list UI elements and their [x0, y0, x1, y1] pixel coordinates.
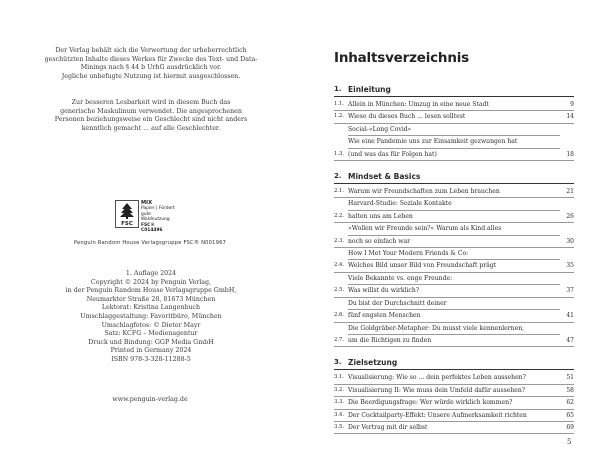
- table-of-contents: [334, 85, 574, 445]
- fsc-line-1: Papier | Fördert: [141, 206, 175, 212]
- toc-entry[interactable]: [334, 124, 574, 161]
- toc-entry-title-line: Welches Bild unser Bild von Freundschaft prägt: [348, 259, 560, 271]
- toc-entry-title: [348, 372, 560, 383]
- toc-entry-page: 58: [566, 386, 574, 394]
- toc-entry-number: 3.4.: [334, 411, 345, 418]
- toc-entry[interactable]: [334, 186, 574, 198]
- toc-entry-title-line: Der Vertrag mit dir selbst: [348, 423, 428, 431]
- toc-entry-title-line: Warum wir Freundschaften zum Leben brauchen: [348, 188, 500, 196]
- toc-entry-title: [348, 99, 560, 110]
- toc-entry-page: 21: [566, 188, 574, 196]
- toc-entry-number: 2.2.: [334, 212, 345, 219]
- toc-entry-page: 26: [566, 212, 574, 220]
- toc-entry-page: 51: [566, 374, 574, 382]
- fsc-mix: MIX: [141, 200, 153, 206]
- toc-section-title: Zielsetzung: [348, 358, 398, 368]
- toc-section-number: 3.: [334, 358, 342, 367]
- toc-entry-title: [348, 323, 560, 347]
- toc-entry-page: 35: [566, 262, 574, 270]
- toc-entry-title: [348, 422, 560, 433]
- imprint-line: Copyright © 2024 by Penguin Verlag,: [90, 278, 212, 286]
- toc-entry-title: [348, 298, 560, 322]
- toc-entry-title-line: Visualisierung II: Wie muss dein Umfeld dafür aussehen?: [348, 386, 526, 394]
- toc-entry[interactable]: [334, 248, 574, 273]
- fsc-code: FSC® C014496: [141, 222, 163, 234]
- toc-entry-title: [348, 111, 560, 122]
- toc-entry-title-line: »Wollen wir Freunde sein?« Warum als Kind alles: [348, 225, 502, 233]
- note-line: generische Maskulinum verwendet. Die angesprochenen: [60, 107, 242, 115]
- toc-entry[interactable]: [334, 410, 574, 422]
- toc-section-number: 1.: [334, 85, 342, 93]
- toc-entry-number: 1.2.: [334, 113, 345, 120]
- toc-entry-title-line: Social-»Long Covid«: [348, 125, 412, 133]
- note-line: kenntlich gemacht ... auf alle Geschlechter.: [81, 124, 221, 132]
- toc-entry-title-line: How I Met Your Modern Friends & Co:: [348, 250, 469, 258]
- imprint-line: Neumarkter Straße 28, 81673 München: [86, 295, 216, 303]
- imprint-line: 1. Auflage 2024: [125, 270, 177, 277]
- toc-section-heading[interactable]: [334, 85, 574, 97]
- toc-entry-title-line: Du bist der Durchschnitt deiner: [348, 299, 447, 307]
- toc-entry-title-line: Der Cocktailparty-Effekt: Unsere Aufmerksamkeit richten: [348, 411, 527, 419]
- note-line: Personen beziehungsweise ein Geschlecht sind nicht anders: [54, 116, 248, 124]
- toc-entry-title-line: Viele Bekannte vs. enge Freunde:: [348, 274, 453, 282]
- toc-entry[interactable]: [334, 385, 574, 397]
- toc-entry-number: 2.6.: [334, 312, 345, 319]
- toc-section-heading[interactable]: [334, 358, 574, 370]
- toc-entry-number: 2.3.: [334, 237, 345, 244]
- toc-section: [334, 172, 574, 347]
- toc-entry-number: 3.2.: [334, 386, 345, 393]
- toc-entry[interactable]: [334, 223, 574, 248]
- toc-section-heading[interactable]: [334, 172, 574, 184]
- imprint: [20, 270, 282, 365]
- toc-entry-title-line: um die Richtigen zu finden: [348, 334, 560, 346]
- legal-notice: [20, 47, 282, 81]
- imprint-line: in der Penguin Random House Verlagsgruppe GmbH,: [65, 287, 237, 295]
- imprint-line: Printed in Germany 2024: [110, 347, 192, 355]
- toc-entry-title: [348, 248, 560, 272]
- toc-entry[interactable]: [334, 198, 574, 223]
- imprint-line: Lektorat: Kristina Langenbuch: [101, 304, 201, 312]
- toc-entry-number: 2.1.: [334, 188, 345, 195]
- fsc-label: [115, 200, 175, 234]
- toc-entry-title-line: (und was das für Folgen hat): [348, 148, 560, 160]
- imprint-line: Druck und Bindung: GGP Media GmbH: [88, 338, 214, 346]
- imprint-line: ISBN 978-3-328-11288-5: [111, 355, 191, 363]
- toc-entry-number: 3.1.: [334, 374, 345, 381]
- toc-entry-number: 1.1.: [334, 101, 345, 107]
- imprint-line: Umschlagfotos: © Dieter Mayr: [101, 321, 201, 329]
- toc-entry-number: 2.5.: [334, 287, 345, 294]
- toc-entry-title-line: Die Goldgräber-Metapher: Du musst viele kennenlernen,: [348, 324, 525, 332]
- toc-entry-page: 62: [566, 399, 574, 407]
- toc-section-number: 2.: [334, 172, 342, 181]
- toc-entry-number: 2.7.: [334, 336, 345, 343]
- fsc-logo-text: FSC: [121, 221, 133, 227]
- toc-entry[interactable]: [334, 273, 574, 298]
- toc-entry-title: [348, 397, 560, 408]
- toc-entry-title-line: noch so einfach war: [348, 235, 560, 247]
- toc-entry[interactable]: [334, 323, 574, 348]
- toc-entry-title-line: Wie eine Pandemie uns zur Einsamkeit gezwungen hat: [348, 135, 560, 147]
- page-number: 5: [567, 438, 572, 446]
- toc-entry-title: [348, 186, 560, 197]
- toc-entry[interactable]: [334, 99, 574, 111]
- toc-entry-number: 3.5.: [334, 423, 345, 430]
- toc-entry-title-line: halten uns am Leben: [348, 210, 560, 222]
- note-line: Zur besseren Lesbarkeit wird in diesem Buch das: [71, 99, 231, 106]
- toc-entry-page: 65: [566, 411, 574, 419]
- toc-entry-title: [348, 223, 560, 247]
- toc-entry-title-line: Die Beerdigungsfrage: Wer würde wirklich kommen?: [348, 399, 513, 407]
- imprint-line: Satz: KCFG – Medienagentur: [104, 330, 198, 338]
- legal-line: geschützten Inhalte dieses Werkes für Zwecke des Text- und Data-: [44, 55, 258, 63]
- toc-entry-title: [348, 410, 560, 421]
- toc-entry-page: 69: [566, 423, 574, 431]
- toc-entry-title-line: Visualisierung: Wie so ... dein perfektes Leben aussehen?: [348, 374, 526, 382]
- toc-entry-title-line: Wieso du dieses Buch ... lesen solltest: [348, 113, 466, 121]
- toc-entry-page: 41: [566, 312, 574, 320]
- toc-section: [334, 358, 574, 434]
- toc-section-title: Mindset & Basics: [348, 172, 421, 182]
- toc-entry-title-line: Was willst du wirklich?: [348, 284, 560, 296]
- fsc-line-2: gute Waldnutzung: [141, 211, 170, 223]
- toc-entry-title: [348, 124, 560, 160]
- toc-entry-page: 14: [566, 113, 574, 121]
- right-page: [300, 0, 600, 476]
- toc-entry-title: [348, 198, 560, 222]
- toc-entry[interactable]: [334, 397, 574, 409]
- legal-line: Der Verlag behält sich die Verwertung der urheberrechtlich: [55, 47, 247, 54]
- toc-entry[interactable]: [334, 111, 574, 123]
- toc-entry[interactable]: [334, 422, 574, 434]
- toc-entry-number: 3.3.: [334, 399, 345, 406]
- toc-entry-number: 1.3.: [334, 150, 345, 157]
- toc-entry-title-line: fünf engsten Menschen: [348, 309, 560, 321]
- toc-entry-page: 9: [570, 101, 574, 108]
- toc-section-title: Einleitung: [348, 85, 391, 94]
- toc-entry[interactable]: [334, 372, 574, 384]
- gender-note: [20, 99, 282, 133]
- toc-entry-title-line: Harvard-Studie: Soziale Kontakte: [348, 200, 452, 208]
- publisher-url[interactable]: www.penguin-verlag.de: [112, 396, 188, 403]
- toc-entry-page: 47: [566, 336, 574, 344]
- fsc-tree-icon: [115, 200, 139, 228]
- toc-title: Inhaltsverzeichnis: [334, 50, 470, 66]
- toc-entry-page: 37: [566, 287, 574, 295]
- toc-entry-number: 2.4.: [334, 262, 345, 269]
- toc-entry-title: [348, 385, 560, 396]
- toc-entry-title-line: Allein in München: Umzug in eine neue Stadt: [348, 101, 489, 108]
- toc-entry-page: 30: [566, 237, 574, 245]
- fsc-caption: Penguin Random House Verlagsgruppe FSC® N001967: [73, 240, 227, 246]
- imprint-line: Umschlaggestaltung: Favoritbüro, München: [80, 312, 222, 320]
- toc-entry[interactable]: [334, 298, 574, 323]
- fsc-details: [141, 201, 175, 233]
- toc-entry-title: [348, 273, 560, 297]
- legal-line: Minings nach § 44 b UrhG ausdrücklich vor.: [80, 64, 222, 72]
- toc-section: [334, 85, 574, 161]
- legal-line: Jegliche unbefugte Nutzung ist hiermit ausgeschlossen.: [61, 72, 241, 80]
- toc-entry-page: 18: [566, 150, 574, 158]
